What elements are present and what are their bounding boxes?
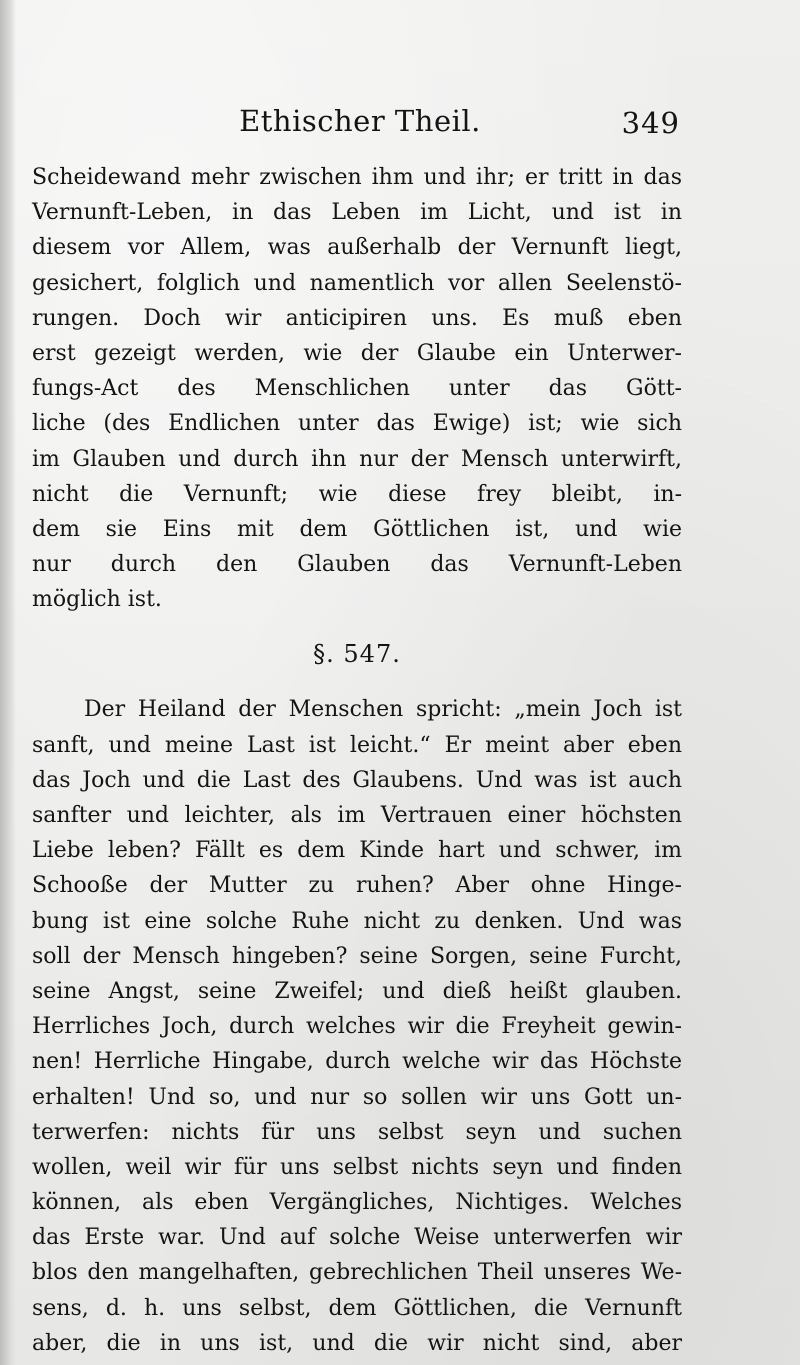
text-line: nur durch den Glauben das Vernunft-Leben	[32, 552, 682, 578]
text-line: dem sie Eins mit dem Göttlichen ist, und wie	[32, 516, 682, 542]
text-line: wollen, weil wir für uns selbst nichts seyn und finden	[32, 1154, 682, 1180]
page-number: 349	[621, 106, 680, 140]
running-title: Ethischer Theil.	[239, 104, 481, 138]
text-line: seine Angst, seine Zweifel; und dieß heißt glauben.	[32, 978, 682, 1004]
text-line: gesichert, folglich und namentlich vor allen Seelenstö-	[32, 270, 682, 296]
text-line: fungs-Act des Menschlichen unter das Gött-	[32, 376, 682, 402]
text-line: rungen. Doch wir anticipiren uns. Es muß eben	[32, 305, 682, 331]
text-line: sanft, und meine Last ist leicht.“ Er meint aber eben	[32, 732, 682, 758]
text-line: nicht die Vernunft; wie diese frey bleibt, in-	[32, 481, 682, 507]
text-line: Liebe leben? Fällt es dem Kinde hart und schwer, im	[32, 838, 682, 864]
text-line: erhalten! Und so, und nur so sollen wir uns Gott un-	[32, 1084, 682, 1110]
text-line: nen! Herrliche Hingabe, durch welche wir das Höchste	[32, 1049, 682, 1075]
text-line: liche (des Endlichen unter das Ewige) ist; wie sich	[32, 411, 682, 437]
text-line: möglich ist.	[32, 587, 162, 613]
text-line: aber, die in uns ist, und die wir nicht sind, aber	[32, 1330, 682, 1356]
text-line: diesem vor Allem, was außerhalb der Vernunft liegt,	[32, 235, 682, 261]
section-heading: §. 547.	[313, 640, 401, 669]
text-line: erst gezeigt werden, wie der Glaube ein Unterwer-	[32, 340, 682, 366]
text-line: Der Heiland der Menschen spricht: „mein Joch ist	[84, 697, 682, 723]
paragraph-2	[32, 692, 682, 1361]
text-line: terwerfen: nichts für uns selbst seyn und suchen	[32, 1119, 682, 1145]
text-line: das Joch und die Last des Glaubens. Und was ist auch	[32, 767, 682, 793]
text-line: Schooße der Mutter zu ruhen? Aber ohne Hinge-	[32, 873, 682, 899]
text-line: sanfter und leichter, als im Vertrauen einer höchsten	[32, 803, 682, 828]
paragraph-1	[32, 160, 682, 617]
text-line: bung ist eine solche Ruhe nicht zu denken. Und was	[32, 908, 682, 934]
page-header	[40, 104, 680, 148]
text-line: soll der Mensch hingeben? seine Sorgen, seine Furcht,	[32, 943, 682, 969]
text-line: Herrliches Joch, durch welches wir die Freyheit gewin-	[32, 1014, 682, 1040]
text-line: das Erste war. Und auf solche Weise unterwerfen wir	[32, 1225, 682, 1251]
page-binding-edge	[0, 0, 16, 1365]
text-line: blos den mangelhaften, gebrechlichen Theil unseres We-	[32, 1260, 682, 1286]
body-text	[32, 160, 682, 1361]
text-line: Scheidewand mehr zwischen ihm und ihr; er tritt in das	[32, 165, 682, 190]
text-line: können, als eben Vergängliches, Nichtiges. Welches	[32, 1190, 682, 1216]
text-line: im Glauben und durch ihn nur der Mensch unterwirft,	[32, 446, 682, 472]
text-line: sens, d. h. uns selbst, dem Göttlichen, die Vernunft	[32, 1295, 682, 1321]
text-line: Vernunft-Leben, in das Leben im Licht, und ist in	[32, 200, 682, 226]
